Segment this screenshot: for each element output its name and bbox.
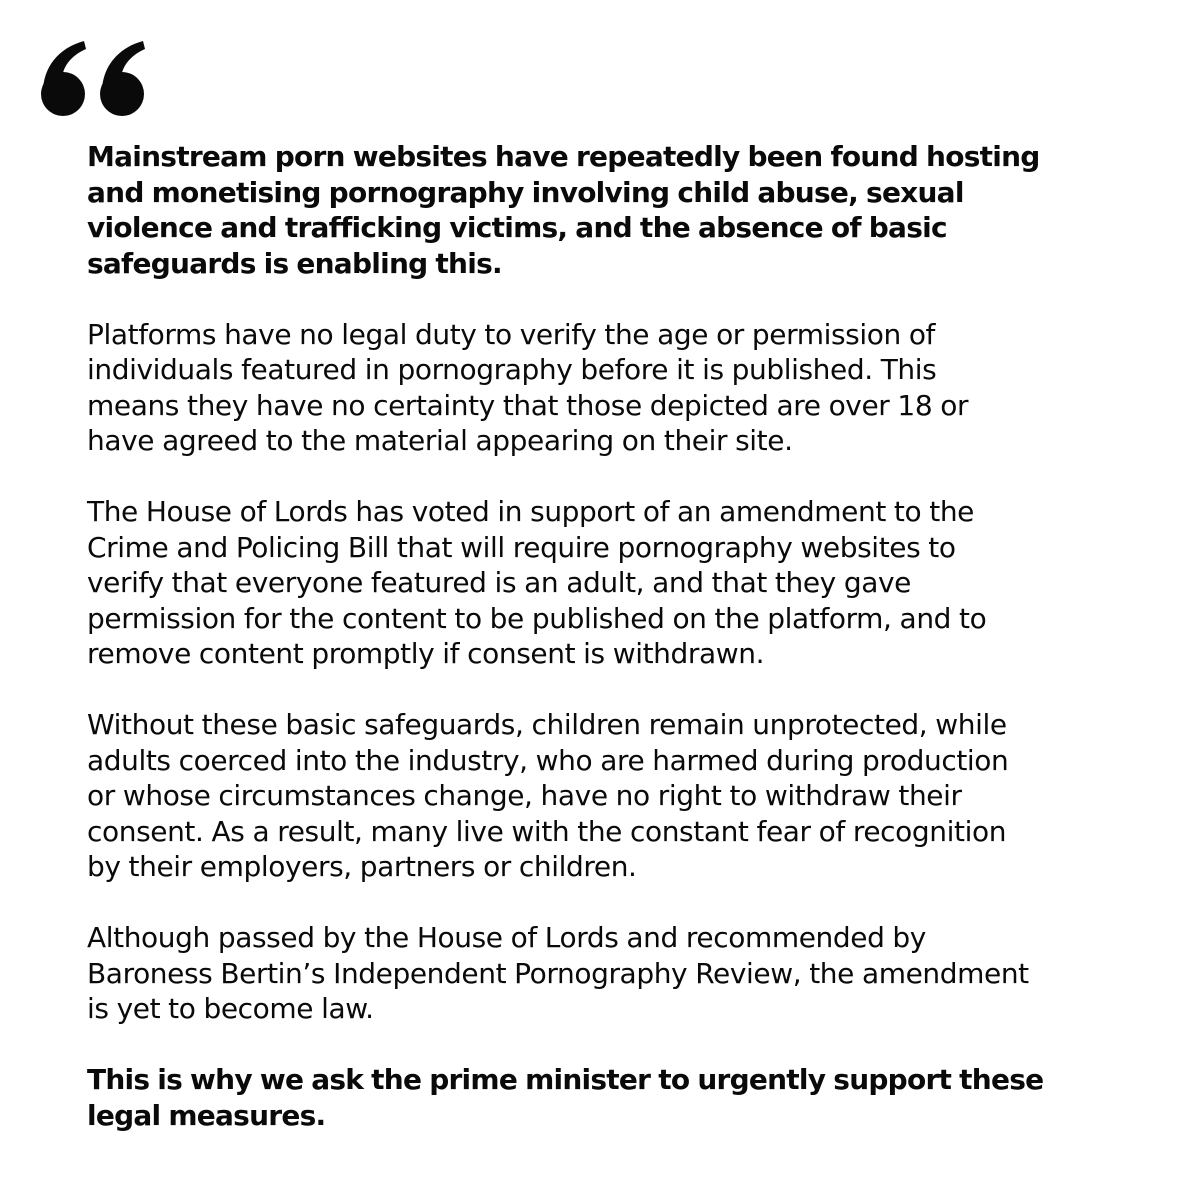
without-safeguards-paragraph: Without these basic safeguards, children remain unprotected, while adults coerced into the industry, who are harmed during production or whose circumstances change, have no right to withdraw their consent. As a result, many live with the constant fear of recognition by their employers, partners or children.: [87, 708, 1009, 883]
intro-paragraph: Mainstream porn websites have repeatedly been found hosting and monetising pornography involving child abuse, sexual violence and trafficking victims, and the absence of basic safeguards is enabling this.: [87, 140, 1040, 280]
opening-quote-icon: [38, 40, 148, 118]
call-to-action-paragraph: This is why we ask the prime minister to urgently support these legal measures.: [87, 1063, 1044, 1132]
no-legal-duty-paragraph: Platforms have no legal duty to verify the age or permission of individuals featured in pornography before it is published. This means they have no certainty that those depicted are over 18 or have agreed to the material appearing on their site.: [87, 317, 969, 457]
lords-vote-paragraph: The House of Lords has voted in support of an amendment to the Crime and Policing Bill that will require pornography websites to verify that everyone featured is an adult, and that they gave permission for the content to be published on the platform, and to remove content promptly if consent is withdrawn.: [87, 495, 987, 670]
yet-to-become-law-paragraph: Although passed by the House of Lords and recommended by Baroness Bertin’s Independent Pornography Review, the amendment is yet to become law.: [87, 921, 1029, 1025]
statement-body: [87, 139, 1167, 1133]
